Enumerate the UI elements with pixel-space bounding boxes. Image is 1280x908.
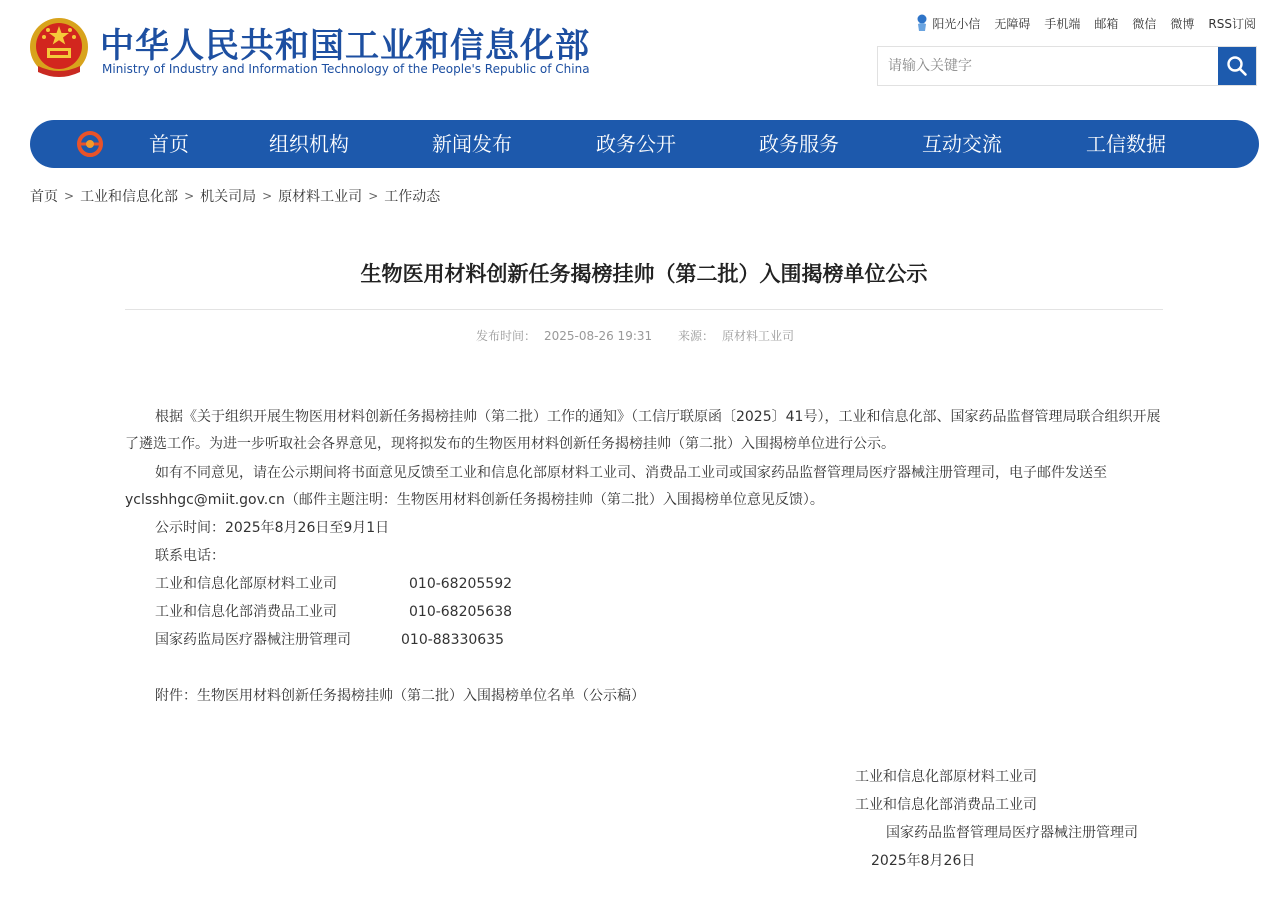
paragraph-basis: 根据《关于组织开展生物医用材料创新任务揭榜挂帅（第二批）工作的通知》（工信厅联原函〔2025〕41号），工业和信息化部、国家药品监督管理局联合组织开展了遴选工作。为进一步听取社会各界意见，现将拟发布的生物医用材料创新任务揭榜挂帅（第二批）入围揭榜单位进行公示。 [125, 409, 1161, 452]
ministry-logo-icon[interactable] [74, 129, 106, 159]
sunshine-link-label: 阳光小信 [932, 16, 981, 31]
mobile-link[interactable]: 手机端 [1044, 16, 1081, 31]
publicity-period: 公示时间：2025年8月26日至9月1日 [155, 520, 390, 536]
wechat-link[interactable]: 微信 [1132, 16, 1157, 31]
nav-organization[interactable]: 组织机构 [269, 132, 349, 156]
contact-row [155, 629, 504, 649]
nav-interaction[interactable]: 互动交流 [922, 132, 1002, 156]
contact-row [155, 601, 512, 621]
breadcrumb-separator: > [368, 189, 379, 203]
national-emblem-icon[interactable] [28, 16, 90, 82]
breadcrumb-work-news[interactable]: 工作动态 [384, 189, 441, 205]
site-subtitle: Ministry of Industry and Information Technology of the People's Republic of China [102, 62, 590, 76]
search-button[interactable] [1218, 47, 1256, 85]
top-links [915, 14, 1256, 32]
contact-name: 国家药监局医疗器械注册管理司 [155, 632, 351, 648]
search-box [877, 46, 1257, 86]
publish-label: 发布时间： [475, 329, 536, 343]
search-input[interactable] [878, 47, 1218, 85]
breadcrumb-home[interactable]: 首页 [30, 189, 58, 205]
accessibility-link[interactable]: 无障碍 [994, 16, 1031, 31]
attachment-link[interactable]: 附件：生物医用材料创新任务揭榜挂帅（第二批）入围揭榜单位名单（公示稿） [155, 688, 645, 704]
sunshine-link[interactable] [915, 14, 980, 32]
contact-phone: 010-88330635 [401, 632, 505, 648]
nav-gov-info[interactable]: 政务公开 [596, 132, 676, 156]
signature-consumer-goods: 工业和信息化部消费品工业司 [855, 797, 1037, 813]
breadcrumb-raw-materials[interactable]: 原材料工业司 [278, 189, 363, 205]
article-title: 生物医用材料创新任务揭榜挂帅（第二批）入围揭榜单位公示 [360, 262, 928, 286]
mail-link[interactable]: 邮箱 [1094, 16, 1119, 31]
source: 原材料工业司 [721, 329, 794, 343]
breadcrumb-ministry[interactable]: 工业和信息化部 [80, 189, 179, 205]
nav-gov-service[interactable]: 政务服务 [759, 132, 839, 156]
contact-phone: 010-68205638 [409, 604, 513, 620]
breadcrumb-separator: > [262, 189, 273, 203]
mascot-icon [915, 14, 929, 32]
breadcrumb [30, 186, 440, 206]
title-divider [125, 309, 1163, 310]
contact-row [155, 573, 512, 593]
contact-name: 工业和信息化部消费品工业司 [155, 604, 337, 620]
main-nav [30, 120, 1259, 168]
nav-news[interactable]: 新闻发布 [432, 132, 512, 156]
signature-raw-materials: 工业和信息化部原材料工业司 [855, 769, 1037, 785]
source-label: 来源： [677, 329, 714, 343]
signature-nmpa: 国家药品监督管理局医疗器械注册管理司 [886, 825, 1138, 841]
signature-date: 2025年8月26日 [871, 853, 976, 869]
article-meta [0, 327, 1270, 344]
site-header [0, 0, 1280, 110]
publish-time: 2025-08-26 19:31 [544, 329, 653, 343]
breadcrumb-separator: > [64, 189, 75, 203]
search-icon [1226, 55, 1248, 77]
contact-label: 联系电话： [155, 548, 225, 564]
rss-link[interactable]: RSS订阅 [1208, 16, 1256, 31]
breadcrumb-departments[interactable]: 机关司局 [200, 189, 257, 205]
breadcrumb-separator: > [184, 189, 195, 203]
contact-phone: 010-68205592 [409, 576, 513, 592]
nav-home[interactable]: 首页 [149, 132, 189, 156]
weibo-link[interactable]: 微博 [1170, 16, 1195, 31]
paragraph-feedback: 如有不同意见，请在公示期间将书面意见反馈至工业和信息化部原材料工业司、消费品工业司或国家药品监督管理局医疗器械注册管理司，电子邮件发送至yclsshhgc@miit.gov.cn（邮件主题注明：生物医用材料创新任务揭榜挂帅（第二批）入围揭榜单位意见反馈）。 [125, 465, 1107, 508]
nav-data[interactable]: 工信数据 [1086, 132, 1166, 156]
contact-name: 工业和信息化部原材料工业司 [155, 576, 337, 592]
site-title[interactable]: 中华人民共和国工业和信息化部 [100, 26, 590, 66]
